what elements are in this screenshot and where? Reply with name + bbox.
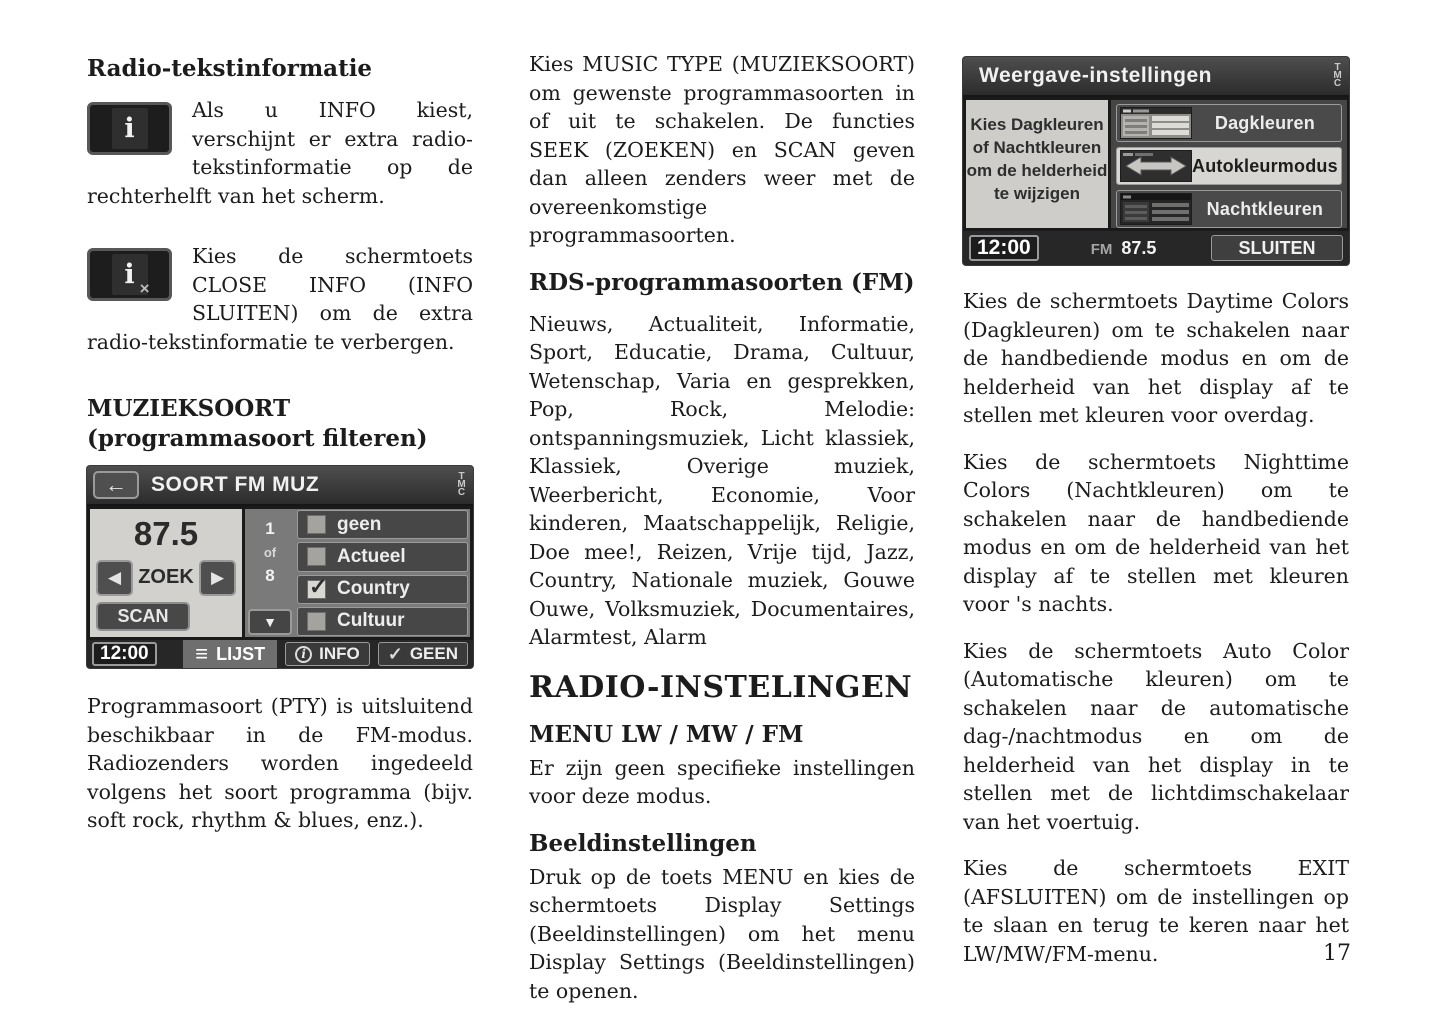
- paragraph-close-info: Kies de schermtoets CLOSE INFO (INFO SLUITEN) om de extra radio-tekstinformatie te verbergen.: [87, 244, 473, 354]
- display-settings-screen-image: [963, 57, 1349, 265]
- scan-button: SCAN: [96, 602, 190, 631]
- section-heading-menu: MENU LW / MW / FM: [529, 720, 804, 748]
- back-button: [93, 471, 139, 499]
- frequency-value: 87.5: [1121, 237, 1157, 258]
- paragraph-exit: Kies de schermtoets EXIT (AFSLUITEN) om de instellingen op te slaan en terug te keren naar het LW/MW/FM-menu.: [963, 856, 1349, 966]
- list-item-label: geen: [337, 513, 382, 535]
- program-type-panel: [245, 509, 470, 637]
- radio-screen-statusbar: [87, 640, 473, 668]
- close-x-icon: ×: [139, 279, 150, 298]
- daytime-thumbnail-icon: [1120, 107, 1192, 139]
- close-settings-button: SLUITEN: [1211, 235, 1343, 261]
- checkbox-unchecked: [307, 612, 326, 631]
- info-chip-button: i INFO: [285, 642, 370, 666]
- page-of-label: of: [263, 545, 277, 560]
- paragraph-nighttime-colors: Kies de schermtoets Nighttime Colors (Nachtkleuren) om te schakelen naar de handbediende modus en om de helderheid van het display af te stellen met kleuren voor 's nachts.: [963, 449, 1349, 616]
- list-item: [297, 575, 468, 604]
- auto-color-thumbnail-icon: [1120, 150, 1192, 182]
- frequency-panel: [90, 509, 242, 637]
- list-tab-button: ≡ LIJST: [183, 640, 277, 668]
- frequency-value: 87.5: [133, 515, 199, 552]
- section-heading-radio-tekstinformatie: Radio-tekstinformatie: [87, 55, 373, 82]
- section-heading-rds: RDS-programmasoorten (FM): [529, 268, 915, 296]
- back-arrow-icon: ←: [105, 472, 127, 497]
- page-number: 17: [1323, 941, 1351, 966]
- radio-screen-titlebar: [87, 466, 473, 506]
- page-current: 1: [265, 519, 275, 538]
- radio-screen-body: [87, 506, 473, 640]
- chapter-heading-radio-instellingen: RADIO-INSTELINGEN: [529, 669, 913, 705]
- radio-screen-image: [87, 466, 473, 668]
- section-heading-beeldinstellingen: Beeldinstellingen: [529, 829, 757, 857]
- down-arrow-icon: ▼: [263, 614, 277, 630]
- info-button-image: [87, 102, 172, 155]
- list-item: [297, 607, 468, 636]
- seek-left-button: [96, 560, 133, 596]
- page-total: 8: [265, 566, 275, 585]
- checkbox-unchecked: [307, 515, 326, 534]
- close-info-button-image: [87, 248, 172, 301]
- right-arrow-icon: ▶: [210, 567, 225, 587]
- paragraph-music-type: Kies MUSIC TYPE (MUZIEKSOORT) om gewenste programmasoorten in of uit te schakelen. De functies SEEK (ZOEKEN) en SCAN geven dan alleen zenders weer met de overeenkomstige programmasoorten.: [529, 52, 915, 247]
- right-column: [963, 46, 1349, 986]
- section-heading-muzieksoort: MUZIEKSOORT (programmasoort filteren): [87, 395, 428, 452]
- band-label: FM: [1090, 240, 1113, 258]
- info-icon-paragraph: [87, 96, 473, 228]
- geen-chip-button: ✓ GEEN: [378, 642, 468, 666]
- nighttime-thumbnail-icon: [1120, 193, 1192, 225]
- display-screen-statusbar: [963, 231, 1349, 265]
- info-icon: i: [112, 108, 148, 149]
- paragraph-auto-color: Kies de schermtoets Auto Color (Automatische kleuren) om te schakelen naar de automatische dag-/nachtmodus en om de helderheid van het display in te stellen met de lichtdimschakelaar van het voertuig.: [963, 638, 1349, 834]
- list-item: [297, 510, 468, 539]
- paragraph-daytime-colors: Kies de schermtoets Daytime Colors (Dagkleuren) om te schakelen naar de handbediende modus en om de helderheid van het display af te stellen met kleuren voor overdag.: [963, 289, 1349, 427]
- clock: 12:00: [969, 235, 1039, 261]
- program-type-list: [297, 509, 470, 637]
- instruction-panel: [966, 100, 1108, 228]
- seek-controls: [96, 560, 236, 596]
- display-screen-title: Weergave-instellingen: [979, 64, 1213, 87]
- list-item-label: Actueel: [337, 545, 406, 567]
- checkbox-checked: [307, 573, 328, 599]
- paragraph-pty: Programmasoort (PTY) is uitsluitend beschikbaar in de FM-modus. Radiozenders worden ingedeeld volgens het soort programma (bijv. soft rock, rhythm & blues, enz.).: [87, 694, 473, 832]
- paragraph-info: Als u INFO kiest, verschijnt er extra radio-tekstinformatie op de rechterhelft van het scherm.: [87, 98, 473, 208]
- display-screen-titlebar: [963, 57, 1349, 97]
- middle-column: [529, 46, 915, 1018]
- checkbox-unchecked: [307, 547, 326, 566]
- paragraph-menu: Er zijn geen specifieke instellingen voor deze modus.: [529, 755, 915, 808]
- paragraph-rds-list: Nieuws, Actualiteit, Informatie, Sport, Educatie, Drama, Cultuur, Wetenschap, Varia en gesprekken, Pop, Rock, Melodie: ontspanningsmuziek, Licht klassiek, Klassiek, Overige muziek, Weerbericht, Economie, Voor kinderen, Maatschappelijk, Religie, Doe mee!, Reizen, Vrije tijd, Jazz, Country, Nationale muziek, Gouwe Ouwe, Volksmuziek, Documentaires, Alarmtest, Alarm: [529, 311, 915, 649]
- instruction-text: Kies Dagkleuren of Nachtkleuren om de helderheid te wijzigen: [966, 115, 1108, 203]
- nighttime-colors-button: Nachtkleuren: [1116, 190, 1342, 228]
- paragraph-beeldinstellingen: Druk op de toets MENU en kies de schermtoets Display Settings (Beeldinstellingen) om het menu Display Settings (Beeldinstellingen) te openen.: [529, 864, 915, 1003]
- auto-color-mode-button: Autokleurmodus: [1116, 147, 1342, 185]
- check-icon: ✓: [387, 643, 403, 664]
- color-mode-buttons: [1111, 100, 1347, 228]
- check-icon: ✓: [309, 573, 328, 599]
- info-circle-icon: i: [295, 646, 312, 663]
- seek-label: ZOEK: [138, 566, 194, 588]
- page-indicator: [245, 509, 295, 637]
- list-item: [297, 542, 468, 571]
- list-item-label: Country: [337, 578, 410, 600]
- list-item-label: Cultuur: [337, 610, 405, 632]
- left-column: [87, 46, 473, 853]
- display-screen-body: [963, 97, 1349, 231]
- band-frequency: [1091, 238, 1157, 259]
- seek-right-button: [199, 560, 236, 596]
- tmc-indicator: TMC: [1333, 62, 1342, 89]
- tmc-indicator: TMC: [457, 471, 466, 498]
- daytime-colors-button: Dagkleuren: [1116, 104, 1342, 142]
- close-info-icon: i ×: [112, 254, 148, 295]
- radio-screen-title: SOORT FM MUZ: [151, 473, 320, 496]
- list-icon: ≡: [195, 641, 209, 666]
- close-info-icon-paragraph: [87, 242, 473, 374]
- left-arrow-icon: ◀: [107, 567, 122, 587]
- clock: 12:00: [92, 642, 157, 666]
- scroll-down-button: [248, 609, 292, 635]
